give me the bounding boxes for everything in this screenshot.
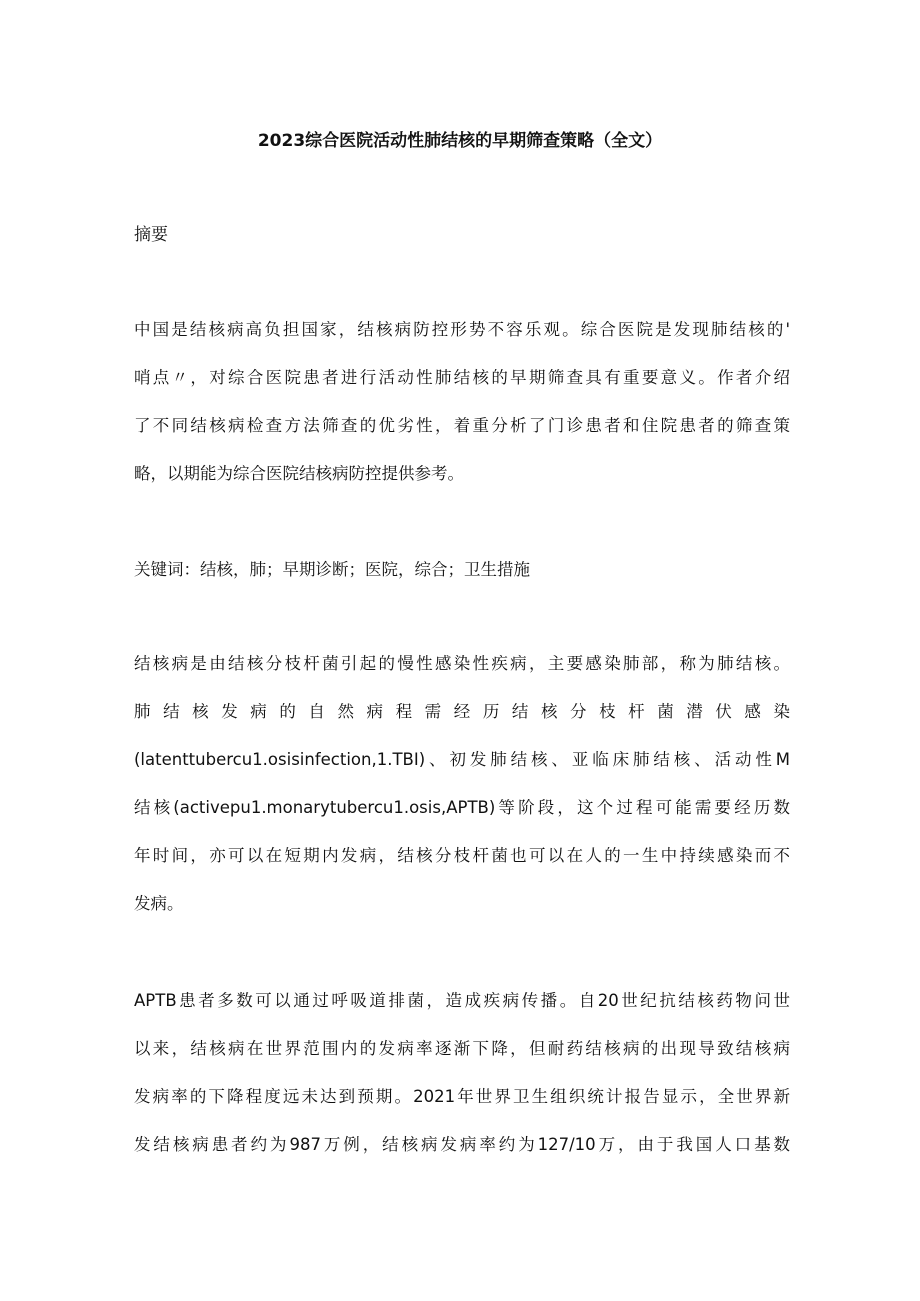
body2-line-3: 发病率的下降程度远未达到预期。2021年世界卫生组织统计报告显示，全世界新: [134, 1087, 790, 1106]
body1-line-5: 年时间，亦可以在短期内发病，结核分枝杆菌也可以在人的一生中持续感染而不: [134, 846, 790, 865]
document-title: 2023综合医院活动性肺结核的早期筛查策略（全文）: [257, 131, 663, 151]
body1-line-6: 发病。: [134, 894, 184, 913]
body1-line-1: 结核病是由结核分枝杆菌引起的慢性感染性疾病，主要感染肺部，称为肺结核。: [134, 654, 790, 673]
keywords-paragraph: [134, 546, 790, 594]
abstract-paragraph: [134, 306, 790, 498]
body1-line-3: (latenttubercu1.osisinfection,1.TBI)、初发肺结核、亚临床肺结核、活动性M: [134, 750, 790, 769]
abstract-heading: 摘要: [134, 225, 168, 245]
body2-line-4: 发结核病患者约为987万例，结核病发病率约为127/10万，由于我国人口基数: [134, 1135, 790, 1154]
body2-line-1: APTB患者多数可以通过呼吸道排菌，造成疾病传播。自20世纪抗结核药物问世: [134, 991, 790, 1010]
abstract-line-1: 中国是结核病高负担国家，结核病防控形势不容乐观。综合医院是发现肺结核的': [134, 320, 790, 339]
body1-line-2: 肺结核发病的自然病程需经历结核分枝杆菌潜伏感染: [134, 702, 790, 721]
abstract-line-3: 了不同结核病检查方法筛查的优劣性，着重分析了门诊患者和住院患者的筛查策: [134, 416, 790, 435]
abstract-line-4: 略，以期能为综合医院结核病防控提供参考。: [134, 464, 464, 483]
keywords-line: 关键词：结核，肺；早期诊断；医院，综合；卫生措施: [134, 560, 530, 579]
body2-line-2: 以来，结核病在世界范围内的发病率逐渐下降，但耐药结核病的出现导致结核病: [134, 1039, 790, 1058]
body1-line-4: 结核(activepu1.monarytubercu1.osis,APTB)等阶段，这个过程可能需要经历数: [134, 798, 790, 817]
body-paragraph-1: [134, 640, 790, 928]
body-paragraph-2: [134, 977, 790, 1169]
abstract-line-2: 哨点〃，对综合医院患者进行活动性肺结核的早期筛查具有重要意义。作者介绍: [134, 368, 790, 387]
